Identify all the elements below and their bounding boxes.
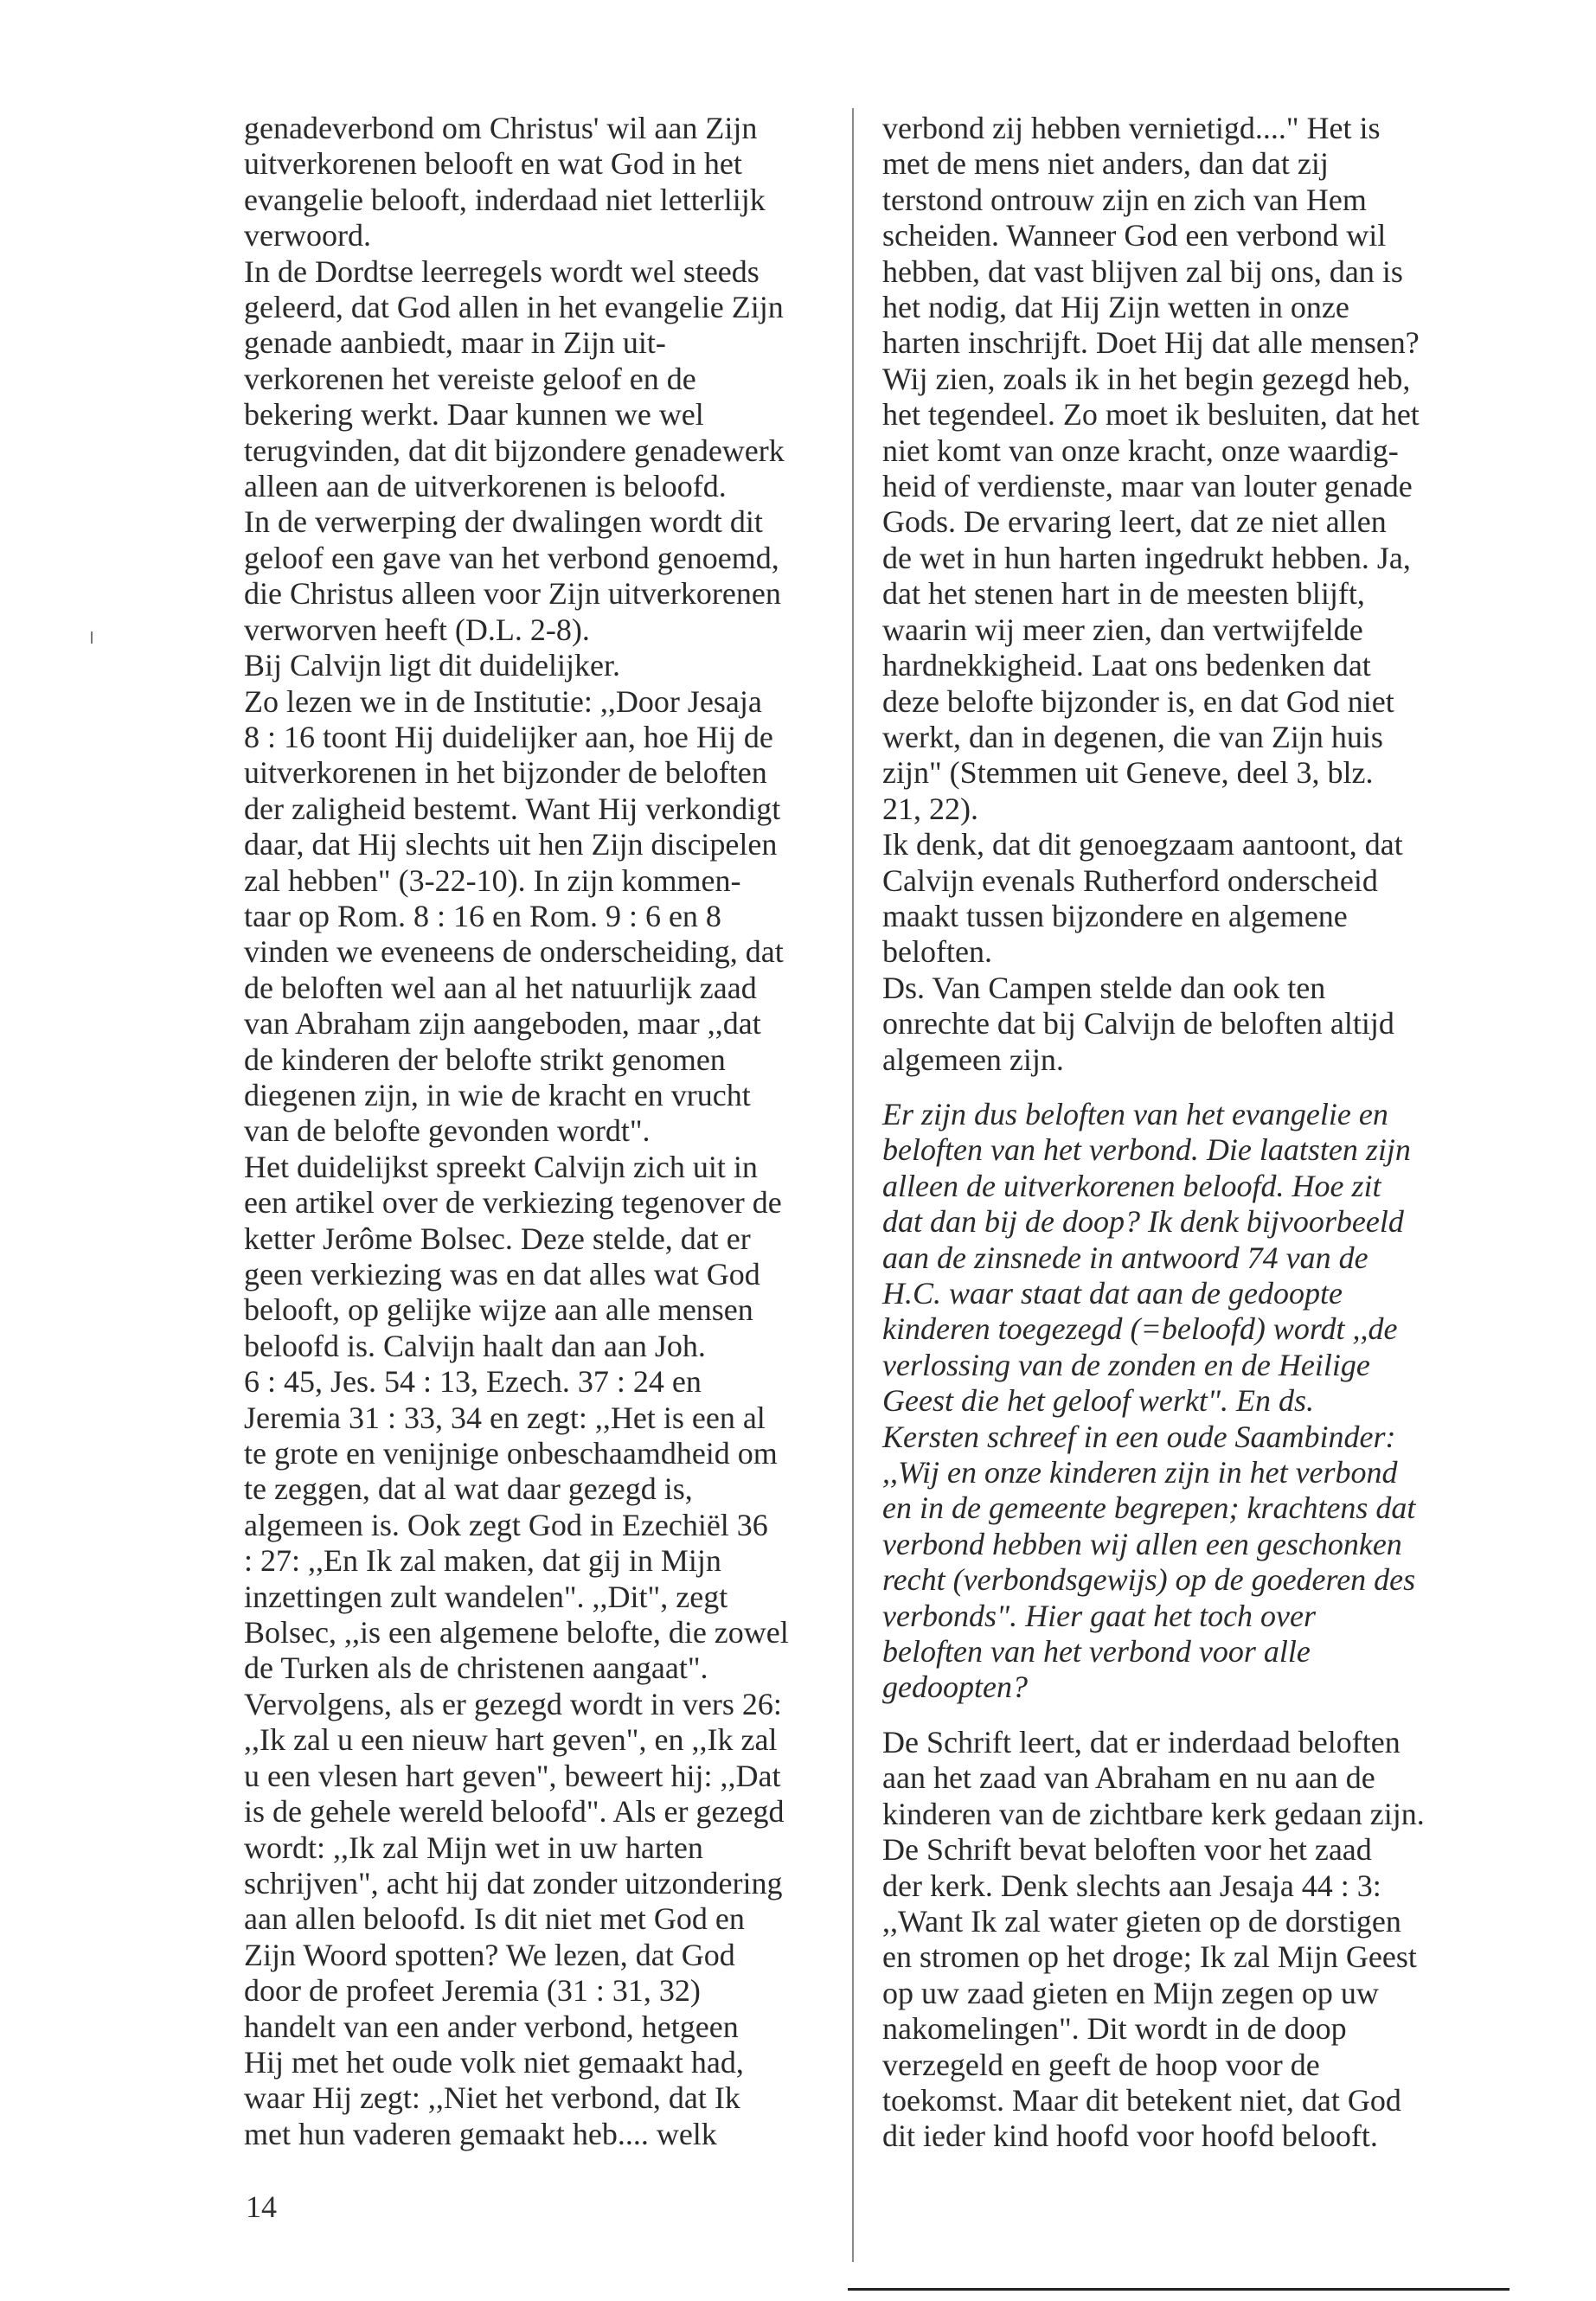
text-line: het nodig, dat Hij Zijn wetten in onze bbox=[882, 290, 1349, 325]
text-line: van Abraham zijn aangeboden, maar ,,dat bbox=[244, 1006, 761, 1042]
text-line: ,,Ik zal u een nieuw hart geven", en ,,Ik zal bbox=[244, 1722, 778, 1758]
text-line: hardnekkigheid. Laat ons bedenken dat bbox=[882, 648, 1371, 683]
paragraph bbox=[882, 971, 1505, 1078]
text-line: verlossing van de zonden en de Heilige bbox=[882, 1347, 1370, 1382]
text-line: belooft, op gelijke wijze aan alle mensen bbox=[244, 1292, 753, 1328]
text-line: Ds. Van Campen stelde dan ook ten bbox=[882, 970, 1326, 1005]
text-line: verbond zij hebben vernietigd...." Het is bbox=[882, 111, 1381, 145]
text-line: Er zijn dus beloften van het evangelie en bbox=[882, 1096, 1388, 1131]
text-line: Het duidelijkst spreekt Calvijn zich uit in bbox=[244, 1149, 758, 1184]
text-line: nakomelingen". Dit wordt in de doop bbox=[882, 2011, 1347, 2047]
text-line: kinderen toegezegd (=beloofd) wordt ,,de bbox=[882, 1311, 1398, 1347]
text-line: genade aanbiedt, maar in Zijn uit- bbox=[244, 325, 666, 361]
text-line: Calvijn evenals Rutherford onderscheid bbox=[882, 862, 1378, 898]
text-line: deze belofte bijzonder is, en dat God niet bbox=[882, 683, 1394, 719]
text-line: kinderen van de zichtbare kerk gedaan zijn. bbox=[882, 1796, 1425, 1831]
text-line: aan de zinsnede in antwoord 74 van de bbox=[882, 1240, 1368, 1275]
text-line: genadeverbond om Christus' wil aan Zijn bbox=[244, 111, 758, 145]
text-line: alleen de uitverkorenen beloofd. Hoe zit bbox=[882, 1168, 1381, 1203]
text-line: algemeen zijn. bbox=[882, 1042, 1064, 1077]
text-line: van de belofte gevonden wordt". bbox=[244, 1113, 651, 1149]
text-line: aan allen beloofd. Is dit niet met God en bbox=[244, 1901, 745, 1937]
text-line: Wij zien, zoals ik in het begin gezegd heb, bbox=[882, 361, 1411, 396]
text-line: der zaligheid bestemt. Want Hij verkondigt bbox=[244, 791, 781, 826]
text-line: inzettingen zult wandelen". ,,Dit", zegt bbox=[244, 1579, 728, 1614]
text-line: bekering werkt. Daar kunnen we wel bbox=[244, 397, 704, 433]
paragraph bbox=[882, 111, 1505, 827]
text-line: algemeen is. Ook zegt God in Ezechiël 36 bbox=[244, 1507, 768, 1542]
text-line: terstond ontrouw zijn en zich van Hem bbox=[882, 182, 1367, 217]
text-line: op uw zaad gieten en Mijn zegen op uw bbox=[882, 1975, 1379, 2010]
text-line: diegenen zijn, in wie de kracht en vrucht bbox=[244, 1077, 751, 1112]
text-line: harten inschrijft. Doet Hij dat alle mensen? bbox=[882, 325, 1420, 361]
text-line: der kerk. Denk slechts aan Jesaja 44 : 3: bbox=[882, 1868, 1381, 1903]
text-line: werkt, dan in degenen, die van Zijn huis bbox=[882, 719, 1383, 754]
text-line: geleerd, dat God allen in het evangelie Zijn bbox=[244, 290, 784, 325]
text-line: dat het stenen hart in de meesten blijft, bbox=[882, 576, 1365, 612]
text-line: zijn" (Stemmen uit Geneve, deel 3, blz. bbox=[882, 755, 1374, 791]
text-line: die Christus alleen voor Zijn uitverkorenen bbox=[244, 576, 781, 612]
right-column bbox=[882, 111, 1505, 2155]
text-line: de kinderen der belofte strikt genomen bbox=[244, 1042, 726, 1077]
text-line: Geest die het geloof werkt". En ds. bbox=[882, 1383, 1315, 1419]
text-line: Hij met het oude volk niet gemaakt had, bbox=[244, 2044, 744, 2080]
text-line: de wet in hun harten ingedrukt hebben. Ja, bbox=[882, 540, 1411, 575]
text-line: Zijn Woord spotten? We lezen, dat God bbox=[244, 1937, 735, 1972]
text-line: niet komt van onze kracht, onze waardig- bbox=[882, 433, 1399, 468]
text-line: beloften. bbox=[882, 934, 992, 970]
text-line: verworven heeft (D.L. 2-8). bbox=[244, 612, 590, 647]
text-line: In de Dordtse leerregels wordt wel steeds bbox=[244, 253, 760, 289]
text-line: Bij Calvijn ligt dit duidelijker. bbox=[244, 648, 620, 683]
text-line: met hun vaderen gemaakt heb.... welk bbox=[244, 2116, 717, 2151]
text-line: terugvinden, dat dit bijzondere genadewerk bbox=[244, 433, 785, 468]
text-line: een artikel over de verkiezing tegenover de bbox=[244, 1185, 782, 1221]
text-line: te grote en venijnige onbeschaamdheid om bbox=[244, 1436, 778, 1471]
text-line: Vervolgens, als er gezegd wordt in vers 26: bbox=[244, 1686, 782, 1721]
text-line: met de mens niet anders, dan dat zij bbox=[882, 146, 1329, 182]
text-line: H.C. waar staat dat aan de gedoopte bbox=[882, 1276, 1343, 1311]
column-divider bbox=[852, 108, 854, 2262]
text-line: is de gehele wereld beloofd". Als er gezegd bbox=[244, 1794, 785, 1830]
text-line: Gods. De ervaring leert, dat ze niet allen bbox=[882, 504, 1387, 540]
text-line: en in de gemeente begrepen; krachtens dat bbox=[882, 1490, 1416, 1526]
text-line: taar op Rom. 8 : 16 en Rom. 9 : 6 en 8 bbox=[244, 898, 721, 933]
text-line: Ik denk, dat dit genoegzaam aantoont, dat bbox=[882, 827, 1403, 862]
text-line: In de verwerping der dwalingen wordt dit bbox=[244, 504, 763, 540]
text-line: Jeremia 31 : 33, 34 en zegt: ,,Het is een al bbox=[244, 1400, 766, 1435]
text-line: u een vlesen hart geven", beweert hij: ,,Dat bbox=[244, 1758, 781, 1793]
text-line: verwoord. bbox=[244, 218, 371, 253]
text-line: wordt: ,,Ik zal Mijn wet in uw harten bbox=[244, 1830, 703, 1865]
text-line: gedoopten? bbox=[882, 1670, 1028, 1705]
text-line: verbond hebben wij allen een geschonken bbox=[882, 1526, 1402, 1561]
scan-mark bbox=[91, 631, 93, 644]
paragraph bbox=[244, 254, 867, 505]
text-line: 21, 22). bbox=[882, 791, 978, 826]
text-line: de beloften wel aan al het natuurlijk zaad bbox=[244, 970, 757, 1005]
text-line: en stromen op het droge; Ik zal Mijn Geest bbox=[882, 1939, 1417, 1975]
text-line: aan het zaad van Abraham en nu aan de bbox=[882, 1760, 1375, 1796]
text-line: geen verkiezing was en dat alles wat God bbox=[244, 1257, 760, 1292]
paragraph bbox=[882, 827, 1505, 971]
paragraph bbox=[244, 1150, 867, 1687]
page-number: 14 bbox=[246, 2189, 277, 2224]
text-line: 8 : 16 toont Hij duidelijker aan, hoe Hij de bbox=[244, 719, 773, 754]
text-line: schrijven", acht hij dat zonder uitzondering bbox=[244, 1865, 783, 1900]
text-line: verbonds". Hier gaat het toch over bbox=[882, 1598, 1317, 1633]
text-line: daar, dat Hij slechts uit hen Zijn discipelen bbox=[244, 827, 778, 862]
paragraph bbox=[244, 648, 867, 683]
text-line: hebben, dat vast blijven zal bij ons, dan is bbox=[882, 253, 1403, 289]
text-line: uitverkorenen belooft en wat God in het bbox=[244, 146, 742, 182]
text-line: alleen aan de uitverkorenen is beloofd. bbox=[244, 469, 727, 504]
text-line: De Schrift bevat beloften voor het zaad bbox=[882, 1832, 1372, 1868]
paragraph bbox=[244, 504, 867, 648]
text-line: vinden we eveneens de onderscheiding, dat bbox=[244, 934, 784, 970]
text-line: uitverkorenen in het bijzonder de beloften bbox=[244, 755, 767, 791]
question-paragraph bbox=[882, 1097, 1505, 1706]
left-column bbox=[244, 111, 867, 2152]
text-line: verkorenen het vereiste geloof en de bbox=[244, 361, 696, 396]
text-line: beloofd is. Calvijn haalt dan aan Joh. bbox=[244, 1328, 706, 1363]
text-line: ,,Wij en onze kinderen zijn in het verbond bbox=[882, 1455, 1398, 1490]
paragraph bbox=[244, 111, 867, 254]
text-line: toekomst. Maar dit betekent niet, dat God bbox=[882, 2082, 1401, 2118]
text-line: dat dan bij de doop? Ik denk bijvoorbeeld bbox=[882, 1204, 1404, 1240]
text-line: waarin wij meer zien, dan vertwijfelde bbox=[882, 612, 1363, 647]
text-line: dit ieder kind hoofd voor hoofd belooft. bbox=[882, 2118, 1378, 2154]
text-line: De Schrift leert, dat er inderdaad beloften bbox=[882, 1724, 1401, 1759]
paragraph bbox=[244, 1687, 867, 2152]
text-line: heid of verdienste, maar van louter genade bbox=[882, 469, 1413, 504]
text-line: het tegendeel. Zo moet ik besluiten, dat het bbox=[882, 397, 1420, 433]
text-line: beloften van het verbond voor alle bbox=[882, 1634, 1311, 1670]
text-line: waar Hij zegt: ,,Niet het verbond, dat Ik bbox=[244, 2080, 740, 2116]
text-line: Kersten schreef in een oude Saambinder: bbox=[882, 1419, 1396, 1454]
text-line: de Turken als de christenen aangaat". bbox=[244, 1650, 708, 1686]
paragraph bbox=[882, 1725, 1505, 2155]
text-line: beloften van het verbond. Die laatsten zijn bbox=[882, 1132, 1411, 1168]
text-line: : 27: ,,En Ik zal maken, dat gij in Mijn bbox=[244, 1543, 721, 1579]
bottom-rule bbox=[848, 2288, 1509, 2291]
text-line: maakt tussen bijzondere en algemene bbox=[882, 898, 1348, 933]
text-line: verzegeld en geeft de hoop voor de bbox=[882, 2047, 1320, 2082]
text-line: recht (verbondsgewijs) op de goederen des bbox=[882, 1562, 1416, 1598]
text-line: evangelie belooft, inderdaad niet letterlijk bbox=[244, 182, 766, 217]
text-line: Bolsec, ,,is een algemene belofte, die zowel bbox=[244, 1615, 789, 1650]
text-line: zal hebben" (3-22-10). In zijn kommen- bbox=[244, 862, 741, 898]
text-line: ,,Want Ik zal water gieten op de dorstigen bbox=[882, 1903, 1401, 1939]
text-line: ketter Jerôme Bolsec. Deze stelde, dat er bbox=[244, 1221, 751, 1256]
text-line: handelt van een ander verbond, hetgeen bbox=[244, 2009, 739, 2044]
text-line: 6 : 45, Jes. 54 : 13, Ezech. 37 : 24 en bbox=[244, 1364, 702, 1400]
text-line: onrechte dat bij Calvijn de beloften altijd bbox=[882, 1006, 1394, 1042]
text-line: geloof een gave van het verbond genoemd, bbox=[244, 540, 779, 575]
text-line: door de profeet Jeremia (31 : 31, 32) bbox=[244, 1973, 701, 2009]
paragraph bbox=[244, 684, 867, 1150]
text-line: scheiden. Wanneer God een verbond wil bbox=[882, 218, 1387, 253]
text-line: Zo lezen we in de Institutie: ,,Door Jesaja bbox=[244, 683, 762, 719]
text-line: te zeggen, dat al wat daar gezegd is, bbox=[244, 1471, 693, 1507]
